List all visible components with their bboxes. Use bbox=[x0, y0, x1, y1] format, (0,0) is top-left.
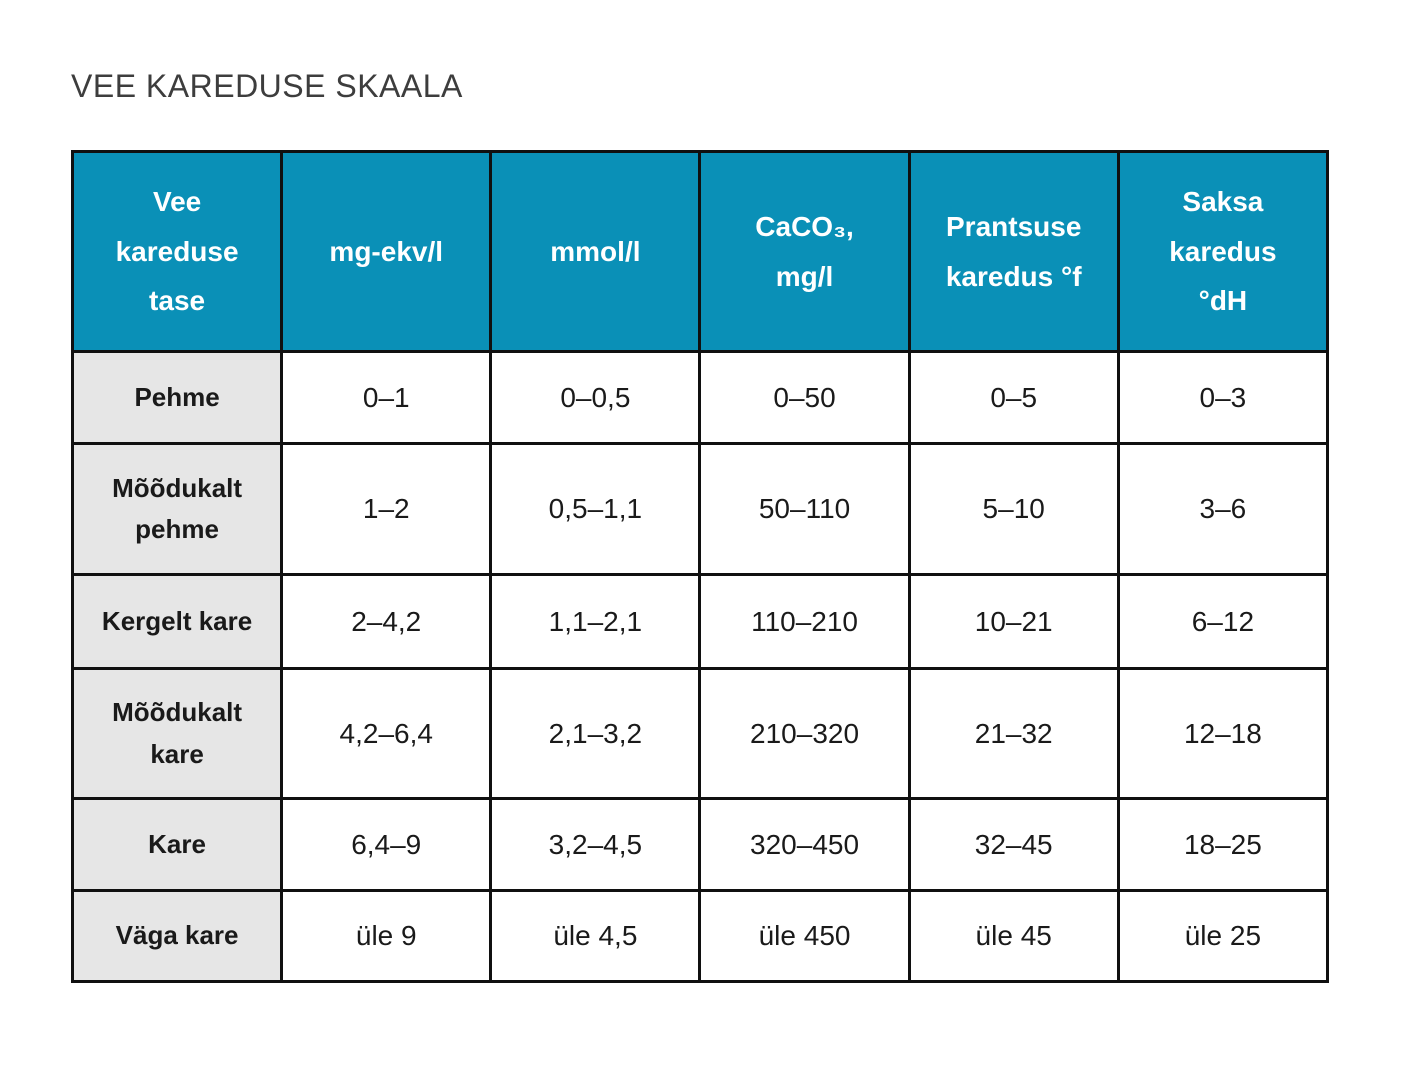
header-line: tase bbox=[149, 285, 206, 317]
table-row-kergelt-kare bbox=[73, 575, 1328, 669]
table-cell: 1–2 bbox=[282, 444, 491, 575]
row-label: Kergelt kare bbox=[73, 575, 282, 669]
table-row-pehme bbox=[73, 352, 1328, 444]
header-cell-mg-ekv-l bbox=[282, 152, 491, 352]
table-cell: 10–21 bbox=[909, 575, 1118, 669]
table-cell: üle 25 bbox=[1118, 891, 1327, 982]
page-title: VEE KAREDUSE SKAALA bbox=[71, 68, 463, 104]
table-header bbox=[73, 152, 1328, 352]
header-line: karedus °f bbox=[945, 260, 1082, 292]
header-line: mmol/l bbox=[550, 235, 641, 267]
header-line: Saksa bbox=[1182, 185, 1264, 217]
header-line: kareduse bbox=[115, 235, 239, 267]
table-cell: 0–50 bbox=[700, 352, 909, 444]
table-row-moodukalt-pehme bbox=[73, 444, 1328, 575]
row-label: Mõõdukalt kare bbox=[73, 669, 282, 799]
table-cell: 32–45 bbox=[909, 799, 1118, 891]
table-cell: 18–25 bbox=[1118, 799, 1327, 891]
table-body bbox=[73, 352, 1328, 982]
table-row-vaga-kare bbox=[73, 891, 1328, 982]
table-cell: 0–3 bbox=[1118, 352, 1327, 444]
header-cell-german-hardness bbox=[1118, 152, 1327, 352]
table-cell: 320–450 bbox=[700, 799, 909, 891]
table-cell: 50–110 bbox=[700, 444, 909, 575]
table-cell: 1,1–2,1 bbox=[491, 575, 700, 669]
table-cell: 6–12 bbox=[1118, 575, 1327, 669]
header-line: mg-ekv/l bbox=[329, 235, 444, 267]
row-label: Väga kare bbox=[73, 891, 282, 982]
row-label: Pehme bbox=[73, 352, 282, 444]
table-cell: üle 450 bbox=[700, 891, 909, 982]
header-line: Vee bbox=[152, 185, 202, 217]
header-line: Prantsuse bbox=[946, 210, 1082, 242]
header-cell-mmol-l bbox=[491, 152, 700, 352]
table-cell: 3–6 bbox=[1118, 444, 1327, 575]
table-cell: 5–10 bbox=[909, 444, 1118, 575]
header-row bbox=[73, 152, 1328, 352]
header-line: karedus bbox=[1169, 235, 1277, 267]
table-cell: 4,2–6,4 bbox=[282, 669, 491, 799]
header-line: °dH bbox=[1198, 285, 1248, 317]
table-cell: 3,2–4,5 bbox=[491, 799, 700, 891]
table-row-moodukalt-kare bbox=[73, 669, 1328, 799]
table-cell: 0,5–1,1 bbox=[491, 444, 700, 575]
header-cell-french-hardness bbox=[909, 152, 1118, 352]
table-cell: 110–210 bbox=[700, 575, 909, 669]
table-cell: 21–32 bbox=[909, 669, 1118, 799]
table-cell: 12–18 bbox=[1118, 669, 1327, 799]
table-cell: 0–1 bbox=[282, 352, 491, 444]
header-line: mg/l bbox=[775, 260, 834, 292]
water-hardness-table bbox=[71, 150, 1329, 983]
table-cell: 2–4,2 bbox=[282, 575, 491, 669]
table-cell: üle 45 bbox=[909, 891, 1118, 982]
table-cell: 210–320 bbox=[700, 669, 909, 799]
table-row-kare bbox=[73, 799, 1328, 891]
table-cell: 2,1–3,2 bbox=[491, 669, 700, 799]
table-cell: 0–0,5 bbox=[491, 352, 700, 444]
row-label: Mõõdukalt pehme bbox=[73, 444, 282, 575]
header-cell-hardness-level bbox=[73, 152, 282, 352]
table-cell: 6,4–9 bbox=[282, 799, 491, 891]
header-cell-caco3 bbox=[700, 152, 909, 352]
table-cell: 0–5 bbox=[909, 352, 1118, 444]
table-cell: üle 9 bbox=[282, 891, 491, 982]
header-line: CaCO₃, bbox=[755, 210, 854, 242]
table-cell: üle 4,5 bbox=[491, 891, 700, 982]
row-label: Kare bbox=[73, 799, 282, 891]
